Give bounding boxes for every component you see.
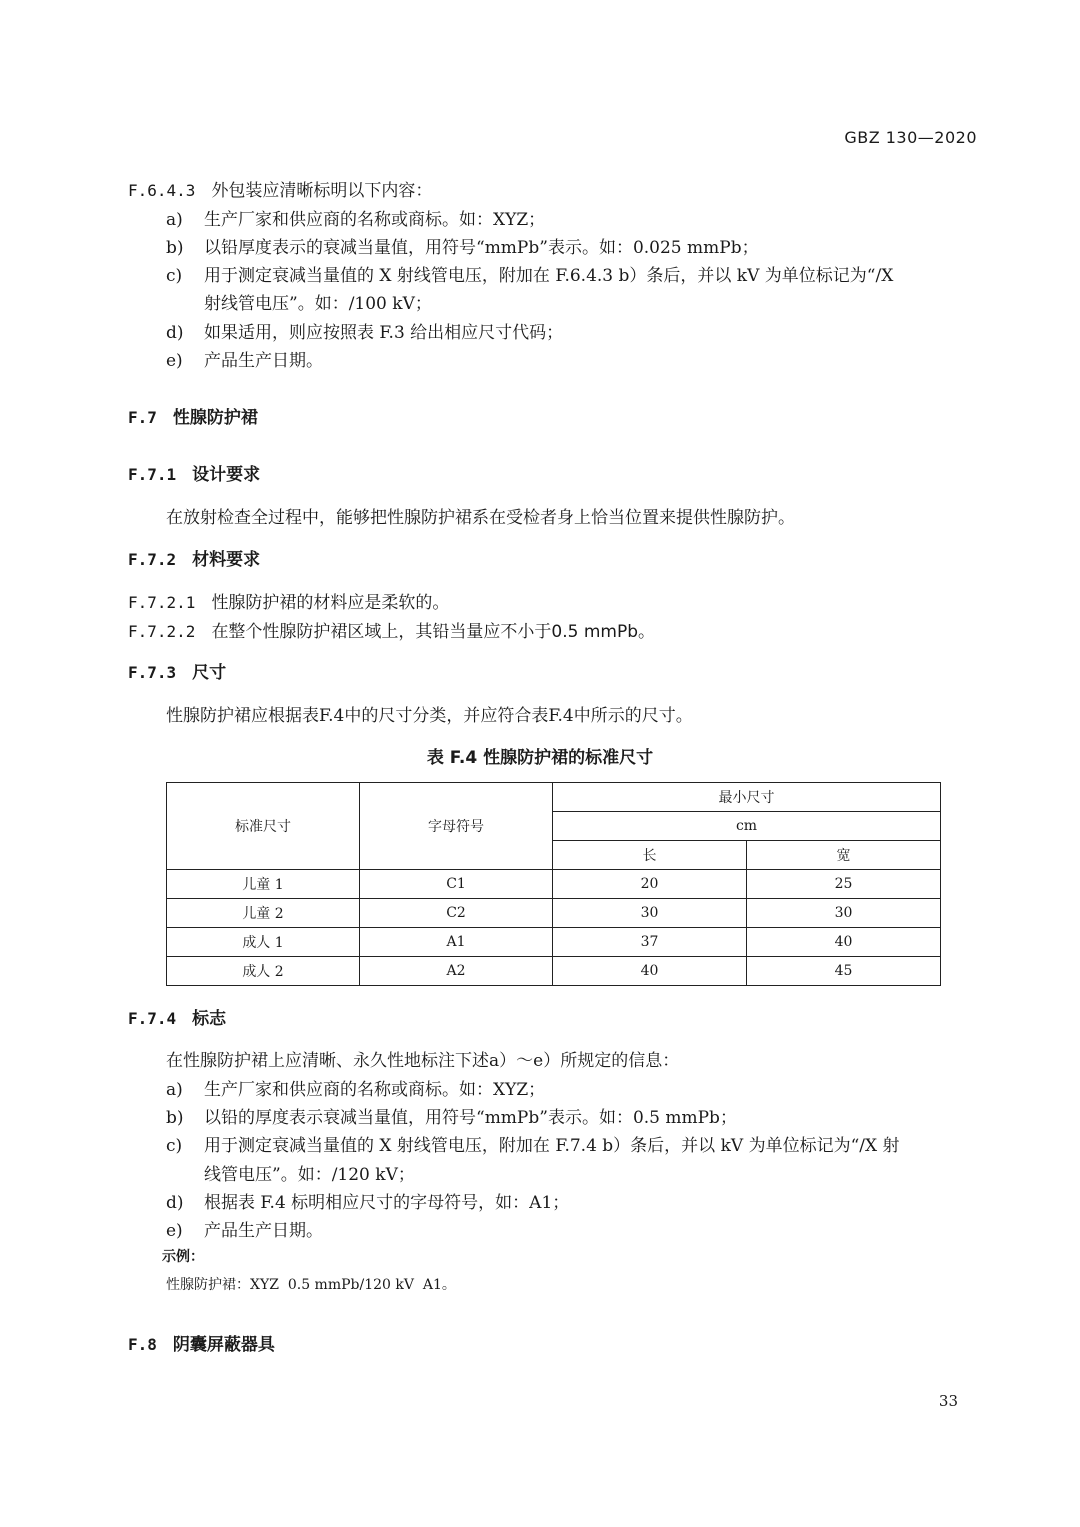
table-row (167, 870, 941, 899)
cell-size: 成人 2 (167, 957, 360, 986)
list-item (166, 1188, 569, 1213)
cell-symbol: A2 (360, 957, 553, 986)
section-number: F.7.2 (128, 550, 177, 569)
page-number: 33 (938, 1392, 958, 1410)
list-item (166, 205, 545, 230)
cell-size: 儿童 2 (167, 899, 360, 928)
list-item (166, 233, 759, 258)
cell-width: 30 (747, 899, 941, 928)
list-marker: b) (166, 238, 184, 258)
section-number: F.7.3 (128, 663, 177, 682)
header-min-size: 最小尺寸 (553, 783, 941, 812)
clause-f721 (128, 588, 449, 613)
section-title: 标志 (192, 1009, 227, 1029)
section-heading-f74 (128, 1004, 226, 1029)
standard-size-table (166, 782, 941, 986)
list-marker: a) (166, 1080, 183, 1100)
section-title: 设计要求 (192, 465, 261, 485)
table-row (167, 928, 941, 957)
cell-width: 25 (747, 870, 941, 899)
clause-text: 外包装应清晰标明以下内容： (211, 181, 433, 201)
list-marker: e) (166, 351, 183, 371)
section-number: F.8 (128, 1335, 157, 1354)
list-text: 产品生产日期。 (204, 1221, 323, 1241)
cell-size: 成人 1 (167, 928, 360, 957)
table-row (167, 899, 941, 928)
section-number: F.7.4 (128, 1009, 177, 1028)
paragraph: 在放射检查全过程中，能够把性腺防护裙系在受检者身上恰当位置来提供性腺防护。 (166, 508, 795, 528)
clause-f722 (128, 617, 655, 642)
cell-size: 儿童 1 (167, 870, 360, 899)
cell-symbol: C2 (360, 899, 553, 928)
list-item (166, 261, 893, 286)
section-heading-f73 (128, 658, 226, 683)
section-title: 阴囊屏蔽器具 (172, 1335, 275, 1355)
example-label: 示例： (162, 1249, 204, 1265)
list-item (166, 1075, 545, 1100)
paragraph: 在性腺防护裙上应清晰、永久性地标注下述a）～e）所规定的信息： (166, 1051, 680, 1071)
list-marker: c) (166, 1136, 183, 1156)
section-heading-f72 (128, 545, 260, 570)
cell-width: 45 (747, 957, 941, 986)
cell-symbol: A1 (360, 928, 553, 957)
clause-number: F.7.2.2 (128, 622, 196, 641)
paragraph: 性腺防护裙应根据表F.4中的尺寸分类，并应符合表F.4中所示的尺寸。 (166, 706, 693, 726)
cell-width: 40 (747, 928, 941, 957)
section-number: F.7 (128, 408, 157, 427)
list-marker: d) (166, 323, 184, 343)
list-text: 生产厂家和供应商的名称或商标。如：XYZ； (204, 210, 546, 230)
table-row (167, 957, 941, 986)
list-text: 用于测定衰减当量值的 X 射线管电压，附加在 F.6.4.3 b）条后，并以 kV 为单位标记为“/X (204, 266, 894, 286)
clause-f643 (128, 176, 432, 201)
list-text: 用于测定衰减当量值的 X 射线管电压，附加在 F.7.4 b）条后，并以 kV 为单位标记为“/X 射 (204, 1136, 900, 1156)
cell-length: 30 (553, 899, 747, 928)
list-text: 生产厂家和供应商的名称或商标。如：XYZ； (204, 1080, 546, 1100)
list-item (166, 346, 323, 371)
cell-length: 20 (553, 870, 747, 899)
list-text: 以铅厚度表示的衰减当量值，用符号“mmPb”表示。如：0.025 mmPb； (204, 238, 759, 258)
clause-text: 在整个性腺防护裙区域上，其铅当量应不小于0.5 mmPb。 (211, 622, 656, 642)
section-heading-f71 (128, 460, 260, 485)
table-caption: 表 F.4 性腺防护裙的标准尺寸 (426, 748, 654, 768)
cell-length: 40 (553, 957, 747, 986)
cell-length: 37 (553, 928, 747, 957)
section-title: 尺寸 (192, 663, 227, 683)
header-standard-size: 标准尺寸 (167, 783, 360, 870)
list-text: 如果适用，则应按照表 F.3 给出相应尺寸代码； (204, 323, 564, 343)
section-heading-f7 (128, 403, 258, 428)
list-item (166, 1216, 323, 1241)
list-item (166, 1103, 737, 1128)
list-text: 以铅的厚度表示衰减当量值，用符号“mmPb”表示。如：0.5 mmPb； (204, 1108, 737, 1128)
clause-number: F.7.2.1 (128, 593, 196, 612)
section-number: F.7.1 (128, 465, 177, 484)
list-item (166, 1131, 900, 1156)
list-item-continuation: 线管电压”。如：/120 kV； (204, 1165, 415, 1185)
example-text: 性腺防护裙：XYZ 0.5 mmPb/120 kV A1。 (166, 1277, 456, 1293)
list-item (166, 318, 563, 343)
clause-number: F.6.4.3 (128, 181, 196, 200)
standard-number: GBZ 130—2020 (844, 128, 977, 147)
clause-text: 性腺防护裙的材料应是柔软的。 (211, 593, 450, 613)
header-width: 宽 (747, 841, 941, 870)
header-unit: cm (553, 812, 941, 841)
list-text: 根据表 F.4 标明相应尺寸的字母符号，如：A1； (204, 1193, 570, 1213)
section-title: 材料要求 (192, 550, 261, 570)
list-text: 产品生产日期。 (204, 351, 323, 371)
header-length: 长 (553, 841, 747, 870)
list-marker: e) (166, 1221, 183, 1241)
list-item-continuation: 射线管电压”。如：/100 kV； (204, 294, 432, 314)
cell-symbol: C1 (360, 870, 553, 899)
list-marker: c) (166, 266, 183, 286)
list-marker: b) (166, 1108, 184, 1128)
section-title: 性腺防护裙 (172, 408, 258, 428)
header-letter-symbol: 字母符号 (360, 783, 553, 870)
list-marker: a) (166, 210, 183, 230)
section-heading-f8 (128, 1330, 275, 1355)
list-marker: d) (166, 1193, 184, 1213)
